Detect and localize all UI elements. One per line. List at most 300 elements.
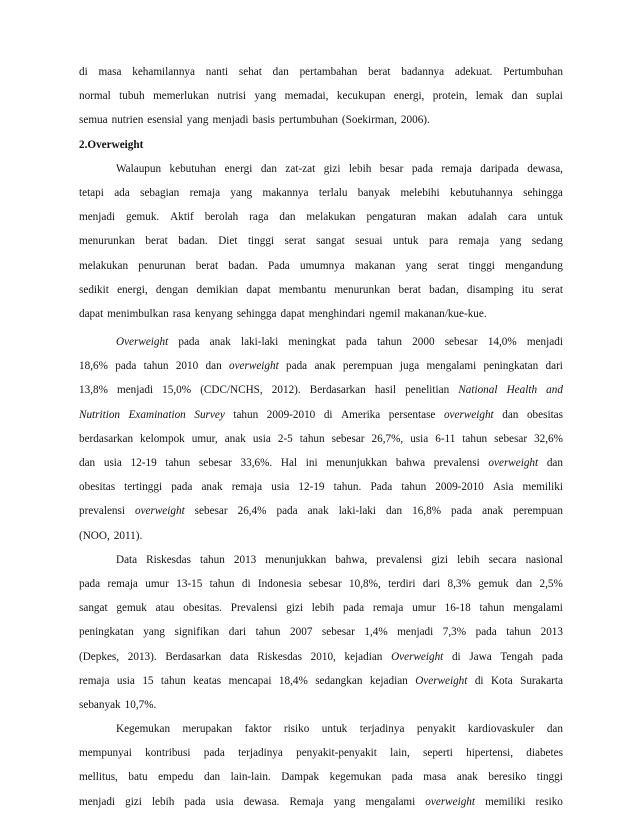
word: 1,4% <box>364 626 388 639</box>
text-line <box>79 427 563 451</box>
word: 2013 <box>233 553 257 566</box>
word: tahun <box>233 408 259 421</box>
word: persentase <box>388 408 436 421</box>
word: remaja <box>189 186 221 199</box>
word: Jawa <box>469 650 492 663</box>
word: lain, <box>390 747 410 760</box>
word: 2010 <box>175 360 199 373</box>
word: seperti <box>423 747 453 760</box>
word: di <box>241 577 251 590</box>
text-line <box>79 205 563 229</box>
word: dan <box>511 90 528 103</box>
word: serat <box>437 259 459 272</box>
word: sebagian <box>140 186 180 199</box>
word: serat <box>541 283 563 296</box>
word: sehingga <box>523 186 563 199</box>
word: melakukan <box>306 211 356 224</box>
word: kehamilannya <box>132 66 195 78</box>
word: Kota <box>490 674 513 687</box>
word: tahun <box>209 577 235 590</box>
word: (NOO, <box>79 529 110 542</box>
word: 15 <box>142 674 154 687</box>
word: memiliki <box>522 481 563 494</box>
word: 18,6% <box>79 360 108 373</box>
word: menunjukkan <box>326 457 388 469</box>
word: yang <box>143 626 165 639</box>
word: umur, <box>191 432 218 445</box>
word: Overweight <box>116 336 169 349</box>
word: umur <box>145 577 169 590</box>
word: peningkatan <box>483 360 539 373</box>
word: pada <box>203 747 225 760</box>
word: laki-laki <box>338 505 376 518</box>
word: sangat <box>79 602 108 615</box>
word: pada <box>451 505 473 518</box>
word: Examination <box>128 408 186 421</box>
text-line <box>79 524 563 548</box>
word: daripada <box>480 162 519 175</box>
word: tahun <box>506 626 532 639</box>
word: dapat <box>79 307 104 320</box>
word: penelitian <box>405 384 450 397</box>
word: Overweight <box>415 674 468 687</box>
word: anak <box>314 360 336 373</box>
word: makan <box>427 211 457 224</box>
word: prevalensi <box>376 553 423 566</box>
text-line <box>79 181 563 205</box>
word: 2000 <box>412 336 435 349</box>
word: umur <box>412 602 436 615</box>
word: pada <box>475 626 497 639</box>
text-line <box>79 330 563 354</box>
word: kardiovaskuler <box>467 723 535 736</box>
word: tinggi <box>536 771 563 784</box>
word: usia <box>103 457 122 469</box>
word: tertinggi <box>124 481 163 494</box>
word: perempuan <box>342 360 393 373</box>
word: di <box>474 674 484 687</box>
word: mengalami <box>426 360 477 373</box>
word: atau <box>155 602 175 615</box>
word: 2.Overweight <box>79 138 144 151</box>
word: perempuan <box>513 505 563 518</box>
word: pada <box>276 505 298 518</box>
word: 33,6%. <box>240 457 273 469</box>
word: Health <box>506 384 538 397</box>
word: meningkat <box>288 336 336 349</box>
word: 26,4% <box>237 505 267 518</box>
word: (Soekirman, <box>341 114 397 127</box>
text-line <box>79 669 563 693</box>
text-line <box>79 378 563 402</box>
word: Prevalensi <box>230 602 278 615</box>
word: Berdasarkan <box>309 384 366 397</box>
word: tahun <box>479 602 505 615</box>
word: anak <box>201 481 223 494</box>
word: 2-5 <box>277 432 293 445</box>
word: gizi <box>125 795 142 808</box>
word: kejadian <box>369 674 408 687</box>
word: remaja <box>79 674 110 687</box>
word: yang <box>499 235 522 248</box>
text-line <box>79 157 563 181</box>
word: pertumbuhan <box>278 114 338 127</box>
word: ini <box>305 457 318 469</box>
word: tahun <box>255 626 281 639</box>
word: kejadian <box>344 650 383 663</box>
word: normal <box>79 90 111 103</box>
word: kenyang <box>194 307 233 320</box>
word: makanan <box>354 259 396 272</box>
text-line <box>79 451 563 475</box>
word: usia <box>252 432 271 445</box>
word: rasa <box>172 307 191 320</box>
text-line <box>79 645 563 669</box>
word: peningkatan <box>79 626 134 639</box>
text-line <box>79 790 563 814</box>
word: Riskesdas <box>146 553 191 566</box>
word: nanti <box>205 66 229 78</box>
word: terjadinya <box>359 723 405 736</box>
word: prevalensi <box>79 505 125 518</box>
word: Walaupun <box>116 162 162 175</box>
word: gemuk. <box>125 211 160 224</box>
word: lemak <box>475 90 504 103</box>
word: resiko <box>535 795 563 808</box>
word: Survey <box>194 408 225 421</box>
word: overweight <box>443 408 494 421</box>
word: ngemil <box>369 307 401 320</box>
word: dapat <box>246 283 271 296</box>
word: menjadi <box>526 336 563 349</box>
word: Amerika <box>341 408 381 421</box>
word: 18,4% <box>278 674 308 687</box>
word: protein, <box>432 90 468 103</box>
word: usia <box>271 481 290 494</box>
word: menghindari <box>308 307 366 320</box>
word: yang <box>405 259 428 272</box>
word: menimbulkan <box>107 307 169 320</box>
word: (CDC/NCHS, <box>200 384 263 397</box>
word: dewasa. <box>243 795 280 808</box>
word: para <box>428 235 449 248</box>
word: sesuai <box>355 235 383 248</box>
word: adekuat. <box>454 66 493 78</box>
word: beresiko <box>488 771 527 784</box>
word: makannya <box>262 186 309 199</box>
word: remaja <box>107 577 138 590</box>
word: and <box>546 384 563 397</box>
word: dan <box>279 211 296 224</box>
word: pada <box>171 481 193 494</box>
word: obesitas <box>526 408 563 421</box>
text-line <box>79 596 563 620</box>
word: menjadi <box>212 114 249 127</box>
word: suplai <box>536 90 563 103</box>
word: yang <box>333 795 356 808</box>
text-line <box>79 133 563 157</box>
word: Diet <box>218 235 238 248</box>
word: signifikan <box>174 626 220 639</box>
word: 2013). <box>127 650 157 663</box>
word: hipertensi, <box>466 747 514 760</box>
word: berat <box>145 235 168 248</box>
word: pada <box>286 360 308 373</box>
word: menurunkan <box>79 235 135 248</box>
word: anak <box>224 432 246 445</box>
word: untuk <box>321 723 348 736</box>
word: tahun <box>165 457 191 469</box>
word: tahun. <box>333 481 362 494</box>
word: pada <box>184 795 206 808</box>
word: menjadi <box>79 211 116 224</box>
word: merupakan <box>182 723 233 736</box>
word: mengandung <box>505 259 563 272</box>
word: 26,7%, <box>371 432 404 445</box>
word: sehat <box>238 66 262 78</box>
text-line <box>79 717 563 741</box>
word: lebih <box>457 553 480 566</box>
word: tinggi <box>468 259 495 272</box>
word: itu <box>521 283 534 296</box>
text-line <box>79 254 563 278</box>
word: pada <box>342 602 365 615</box>
word: sebesar <box>331 432 365 445</box>
word: data <box>229 650 249 663</box>
word: kebutuhan <box>169 162 217 175</box>
word: Remaja <box>289 795 324 808</box>
word: berat <box>368 66 391 78</box>
word: masa <box>423 771 447 784</box>
word: 16-18 <box>444 602 471 615</box>
word: gemuk <box>116 602 147 615</box>
word: dari <box>422 577 441 590</box>
text-line <box>79 765 563 789</box>
word: yang <box>254 90 277 103</box>
word: untuk <box>537 211 563 224</box>
word: faktor <box>244 723 272 736</box>
word: remaja <box>458 235 490 248</box>
word: di <box>323 408 333 421</box>
word: dan <box>546 723 563 736</box>
word: (Depkes, <box>79 650 120 663</box>
word: energi, <box>117 283 148 296</box>
word: tahun <box>299 432 325 445</box>
word: mengalami <box>513 602 563 615</box>
word: dari <box>228 626 247 639</box>
word: 8,3% <box>447 577 471 590</box>
word: dapat <box>280 307 305 320</box>
word: melakukan <box>79 259 129 272</box>
word: 13,8% <box>79 384 108 397</box>
word: 6-11 <box>435 432 456 445</box>
word: terlalu <box>318 186 348 199</box>
word: disamping <box>466 283 514 296</box>
paragraph <box>79 330 563 548</box>
word: ada <box>114 186 130 199</box>
word: membantu <box>278 283 327 296</box>
word: pada <box>411 162 433 175</box>
word: terjadinya <box>238 747 283 760</box>
text-line <box>79 403 563 427</box>
word: kontribusi <box>145 747 191 760</box>
word: menjadi <box>117 384 154 397</box>
word: semua <box>79 114 108 127</box>
word: 2013 <box>540 626 563 639</box>
word: penyakit-penyakit <box>296 747 377 760</box>
text-line <box>79 60 563 84</box>
word: bahwa, <box>335 553 368 566</box>
word: Data <box>116 553 138 566</box>
word: lain-lain. <box>230 771 271 784</box>
word: di <box>451 650 461 663</box>
word: usia <box>116 674 135 687</box>
word: Pada <box>268 259 290 272</box>
word: mempunyai <box>79 747 132 760</box>
word: anak <box>482 505 504 518</box>
word: sangat <box>316 235 345 248</box>
word: 16,8% <box>412 505 442 518</box>
word: energi, <box>393 90 425 103</box>
word: melebihi <box>400 186 440 199</box>
section-heading <box>79 133 563 157</box>
word: remaja <box>231 481 263 494</box>
word: kegemukan <box>329 771 382 784</box>
word: Dampak <box>281 771 320 784</box>
word: masa <box>98 66 122 78</box>
word: gizi <box>286 602 303 615</box>
word: hasil <box>374 384 396 397</box>
word: Kegemukan <box>116 723 171 736</box>
word: tinggi <box>247 235 275 248</box>
word: 2009-2010 <box>266 408 316 421</box>
word: Berdasarkan <box>165 650 222 663</box>
word: tahun <box>160 674 186 687</box>
word: 10,8%, <box>349 577 381 590</box>
word: tetapi <box>79 186 104 199</box>
word: sebesar <box>194 505 228 518</box>
word: mengalami <box>365 795 416 808</box>
word: untuk <box>392 235 419 248</box>
word: 2,5% <box>539 577 563 590</box>
word: serat <box>284 235 306 248</box>
word: tahun <box>401 481 427 494</box>
text-line <box>79 108 563 132</box>
word: dan <box>260 162 277 175</box>
paragraph <box>79 157 563 326</box>
word: sedikit <box>79 283 109 296</box>
word: basis <box>252 114 275 127</box>
word: pada <box>391 771 413 784</box>
word: penurunan <box>138 259 186 272</box>
word: Riskesdas <box>257 650 302 663</box>
word: yang <box>186 114 209 127</box>
word: menjadi <box>79 795 116 808</box>
word: umumnya <box>299 259 345 272</box>
word: badan. <box>228 259 258 272</box>
word: 2006). <box>400 114 430 127</box>
word: sedang <box>531 235 563 248</box>
word: anak <box>456 771 478 784</box>
word: sehingga <box>236 307 277 320</box>
word: dan <box>79 457 96 469</box>
word: zat-zat <box>285 162 316 175</box>
word: badannya <box>401 66 445 78</box>
word: overweight <box>134 505 185 518</box>
word: tahun <box>377 336 402 349</box>
word: pengaturan <box>366 211 417 224</box>
word: 2010, <box>310 650 336 663</box>
text-line <box>79 499 563 523</box>
word: nutrien <box>111 114 144 127</box>
word: berdasarkan <box>79 432 134 445</box>
word: Surakarta <box>520 674 563 687</box>
word: 2009-2010 <box>435 481 484 494</box>
word: anak <box>307 505 329 518</box>
word: pada <box>345 336 367 349</box>
word: dan <box>546 457 563 469</box>
text-line <box>79 475 563 499</box>
word: laki-laki <box>240 336 279 349</box>
word: adalah <box>467 211 498 224</box>
paragraph <box>79 717 563 814</box>
word: dan <box>385 505 403 518</box>
word: badan. <box>178 235 208 248</box>
word: 32,6% <box>534 432 563 445</box>
word: sebesar <box>444 336 478 349</box>
word: overweight <box>488 457 539 469</box>
paragraph <box>79 60 563 133</box>
word: obesitas. <box>183 602 222 615</box>
word: tubuh <box>119 90 145 103</box>
text-line <box>79 548 563 572</box>
word: cara <box>507 211 527 224</box>
paragraph <box>79 548 563 717</box>
word: berat <box>398 283 421 296</box>
word: pada <box>541 650 563 663</box>
word: remaja <box>441 162 472 175</box>
word: dan <box>204 771 221 784</box>
text-line <box>79 572 563 596</box>
word: 2012). <box>271 384 301 397</box>
word: pada <box>115 360 137 373</box>
word: lebih <box>151 795 175 808</box>
word: empedu <box>158 771 194 784</box>
word: berat <box>195 259 219 272</box>
word: batu <box>128 771 148 784</box>
word: Overweight <box>391 650 444 663</box>
word: kelompok <box>140 432 185 445</box>
word: menunjukkan <box>265 553 327 566</box>
word: dan <box>205 360 222 373</box>
text-line <box>79 278 563 302</box>
word: Tengah <box>500 650 534 663</box>
text-line <box>79 302 563 326</box>
word: keatas <box>193 674 222 687</box>
word: nutrisi <box>217 90 247 103</box>
word: sebesar <box>308 577 342 590</box>
word: 14,0% <box>487 336 517 349</box>
word: terdiri <box>388 577 416 590</box>
word: Indonesia <box>257 577 302 590</box>
word: memiliki <box>485 795 526 808</box>
word: dan <box>272 66 289 78</box>
word: sebesar <box>321 626 355 639</box>
word: banyak <box>357 186 391 199</box>
word: dan <box>515 577 533 590</box>
word: yang <box>230 186 253 199</box>
word: overweight <box>228 360 279 373</box>
